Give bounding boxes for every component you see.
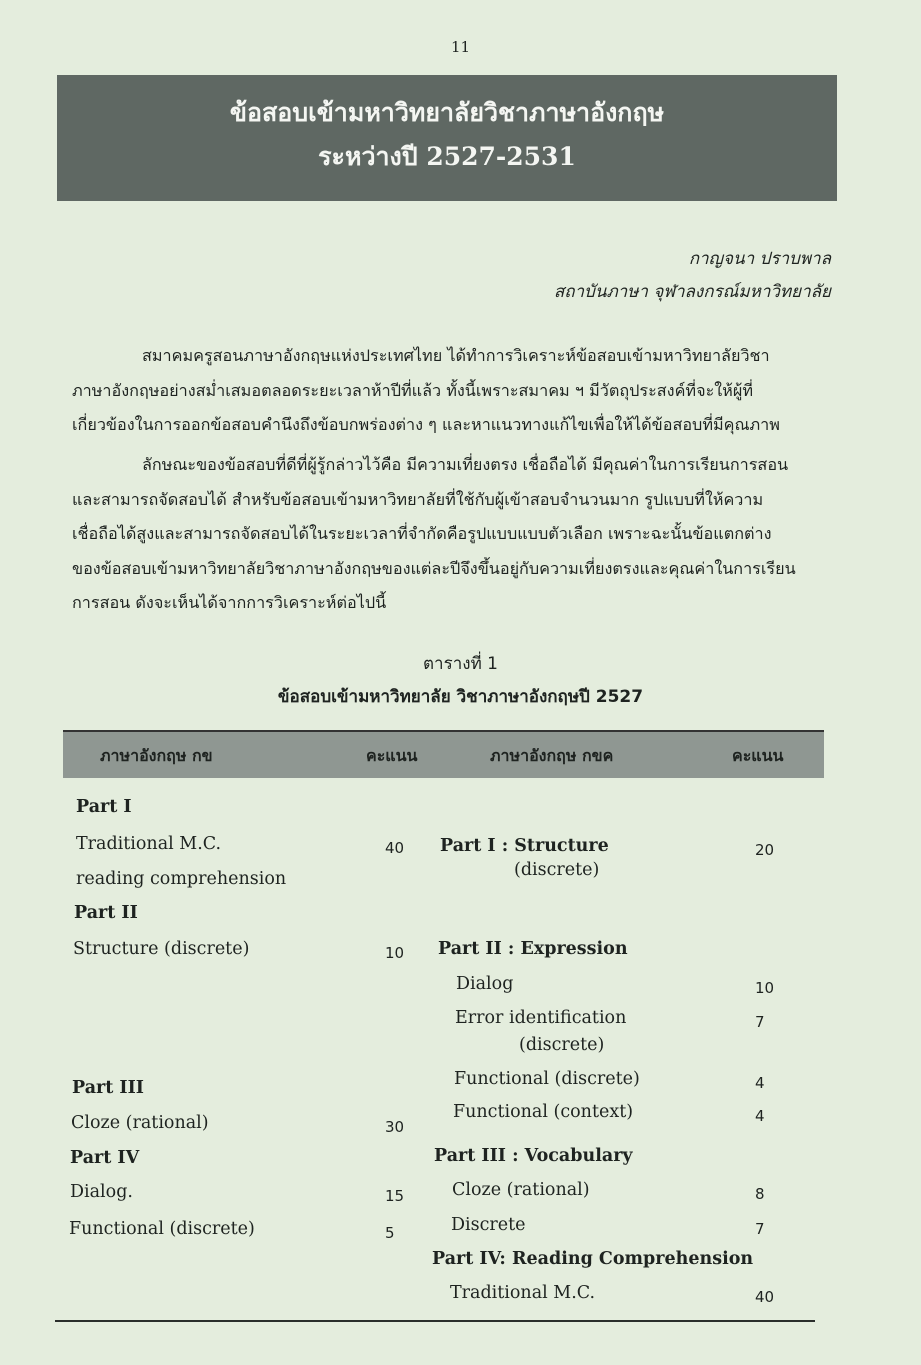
header-col1: ภาษาอังกฤษ กข	[100, 746, 213, 765]
paragraph-line: เชื่อถือได้สูงและสามารถจัดสอบได้ในระยะเวลาที่จำกัดคือรูปแบบแบบตัวเลือก เพราะฉะนั้นข้อแตกต่าง	[72, 524, 772, 543]
right-row-label: Cloze (rational)	[452, 1180, 590, 1200]
left-row-label: reading comprehension	[76, 869, 287, 889]
table-caption: ตารางที่ 1	[423, 654, 498, 674]
right-row-label: Part I : Structure	[440, 836, 609, 856]
page-number: 11	[450, 38, 471, 56]
left-row-score: 15	[385, 1187, 405, 1205]
header-col2: คะแนน	[366, 746, 418, 765]
right-row-label: Traditional M.C.	[450, 1283, 596, 1303]
left-row-score: 30	[385, 1118, 405, 1136]
article-subtitle: ระหว่างปี 2527-2531	[318, 142, 576, 171]
left-row-label: Part II	[74, 903, 138, 923]
left-row-label: Structure (discrete)	[73, 939, 250, 959]
right-row-score: 10	[755, 979, 775, 997]
right-row-label: Functional (context)	[453, 1102, 634, 1122]
left-row-label: Dialog.	[70, 1182, 133, 1202]
title-banner	[57, 75, 837, 201]
right-row-score: 4	[755, 1074, 765, 1092]
header-col4: คะแนน	[732, 746, 784, 765]
right-row-label: Discrete	[451, 1215, 526, 1235]
paragraph-line: การสอน ดังจะเห็นได้จากการวิเคราะห์ต่อไปนี้	[72, 593, 387, 612]
right-row-label: Part IV: Reading Comprehension	[432, 1249, 754, 1269]
paragraph-line: ภาษาอังกฤษอย่างสม่ำเสมอตลอดระยะเวลาห้าปีที่แล้ว ทั้งนี้เพราะสมาคม ฯ มีวัตถุประสงค์ที่จะให้ผู้ที่	[72, 380, 753, 400]
right-row-score: 20	[755, 841, 775, 859]
paragraph-1	[72, 339, 832, 443]
bottom-rule	[55, 1320, 815, 1322]
right-row-label: Dialog	[456, 974, 514, 994]
author-name: กาญจนา ปราบพาล	[688, 249, 831, 269]
table-title: ข้อสอบเข้ามหาวิทยาลัย วิชาภาษาอังกฤษปี 2527	[277, 687, 644, 707]
left-row-score: 5	[385, 1224, 395, 1242]
author-affiliation: สถาบันภาษา จุฬาลงกรณ์มหาวิทยาลัย	[553, 282, 831, 302]
left-row-label: Part I	[76, 797, 132, 817]
right-row-score: 4	[755, 1107, 765, 1125]
paragraph-line: ลักษณะของข้อสอบที่ดีที่ผู้รู้กล่าวไว้คือ มีความเที่ยงตรง เชื่อถือได้ มีคุณค่าในการเรียนการสอน	[142, 455, 789, 474]
left-row-score: 40	[385, 839, 405, 857]
right-row-score: 7	[755, 1013, 765, 1031]
right-row-label: (discrete)	[519, 1035, 605, 1055]
left-row-label: Traditional M.C.	[76, 834, 222, 854]
left-row-label: Part IV	[70, 1148, 140, 1168]
left-row-label: Functional (discrete)	[69, 1219, 255, 1239]
right-row-label: Part III : Vocabulary	[434, 1146, 633, 1166]
article-title: ข้อสอบเข้ามหาวิทยาลัยวิชาภาษาอังกฤษ	[229, 98, 665, 127]
paragraph-2	[72, 448, 832, 621]
right-row-label: (discrete)	[514, 860, 600, 880]
right-row-score: 7	[755, 1220, 765, 1238]
right-row-label: Error identification	[455, 1008, 627, 1028]
left-row-label: Part III	[72, 1078, 144, 1098]
left-row-score: 10	[385, 944, 405, 962]
right-row-score: 40	[755, 1288, 775, 1306]
right-row-score: 8	[755, 1185, 765, 1203]
paragraph-line: สมาคมครูสอนภาษาอังกฤษแห่งประเทศไทย ได้ทำการวิเคราะห์ข้อสอบเข้ามหาวิทยาลัยวิชา	[142, 346, 770, 365]
left-row-label: Cloze (rational)	[71, 1113, 209, 1133]
paragraph-line: ของข้อสอบเข้ามหาวิทยาลัยวิชาภาษาอังกฤษของแต่ละปีจึงขึ้นอยู่กับความเที่ยงตรงและคุณค่าในการเรียน	[72, 558, 796, 578]
paragraph-line: เกี่ยวข้องในการออกข้อสอบคำนึงถึงข้อบกพร่องต่าง ๆ และหาแนวทางแก้ไขเพื่อให้ได้ข้อสอบที่มีคุณภาพ	[72, 415, 780, 434]
header-col3: ภาษาอังกฤษ กขค	[490, 746, 614, 765]
right-row-label: Part II : Expression	[438, 939, 628, 959]
right-row-label: Functional (discrete)	[454, 1069, 640, 1089]
paragraph-line: และสามารถจัดสอบได้ สำหรับข้อสอบเข้ามหาวิทยาลัยที่ใช้กับผู้เข้าสอบจำนวนมาก รูปแบบที่ให้ความ	[72, 489, 764, 509]
